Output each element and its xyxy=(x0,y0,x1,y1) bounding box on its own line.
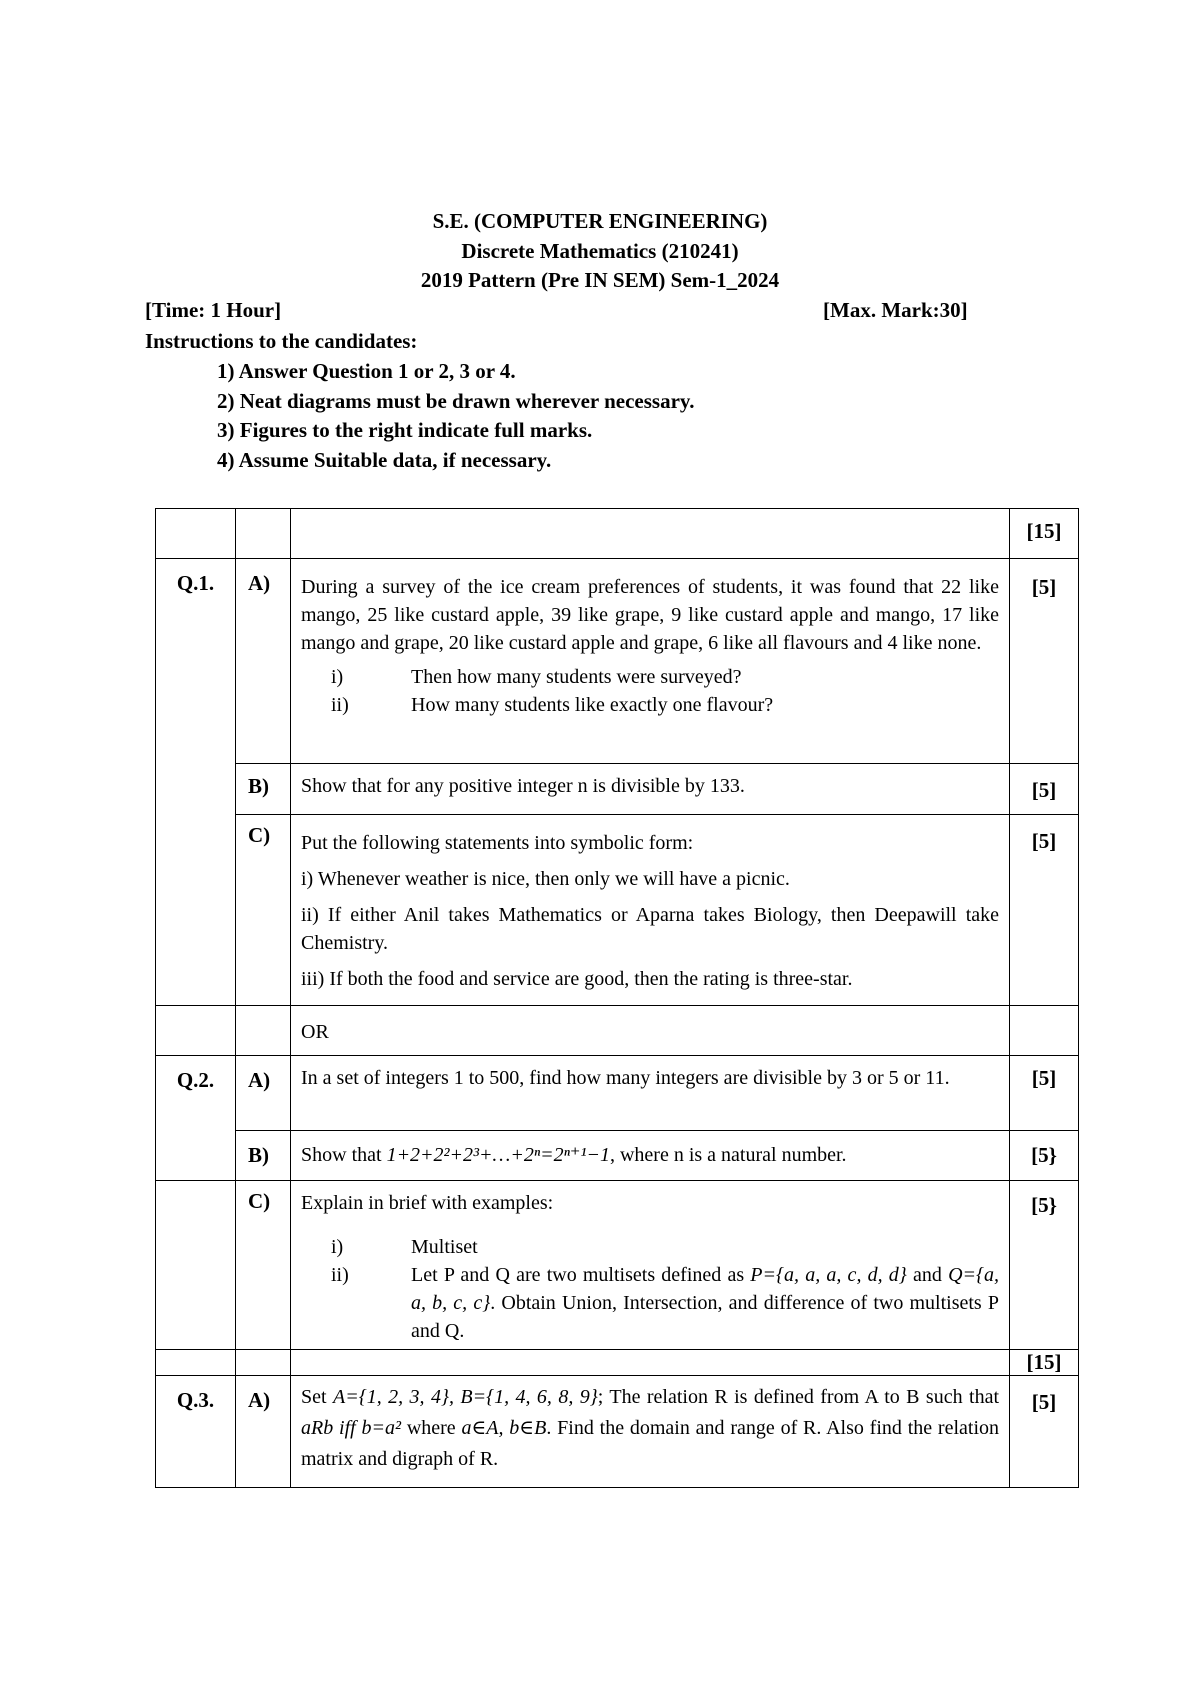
question-marks: [5] xyxy=(1010,815,1079,1006)
exam-max-marks: [Max. Mark:30] xyxy=(823,298,968,322)
math-expression: Q={a, a, b, c, c} xyxy=(411,1264,1000,1314)
table-row xyxy=(156,815,1079,1006)
math-expression: P={a, a, a, c, d, d} xyxy=(750,1264,907,1286)
or-separator: OR xyxy=(291,1006,1010,1056)
exam-time: [Time: 1 Hour] xyxy=(145,298,282,322)
question-number: Q.2. xyxy=(156,1056,236,1181)
sub-question xyxy=(301,1233,999,1261)
question-text xyxy=(291,1181,1010,1350)
text-fragment: . Obtain Union, Intersection, and difference of two multisets P and Q. xyxy=(411,1292,999,1342)
table-row xyxy=(156,1056,1079,1131)
part-label: C) xyxy=(236,815,291,1006)
sub-question-text: How many students like exactly one flavour? xyxy=(411,694,774,716)
question-text xyxy=(291,1131,1010,1181)
text-fragment: . Find the domain and range of R. Also find the relation matrix and digraph of R. xyxy=(301,1417,1000,1470)
table-row xyxy=(156,509,1079,559)
text-fragment: Show that xyxy=(301,1144,382,1166)
sub-question-number: i) xyxy=(331,1236,344,1258)
question-table xyxy=(155,508,1079,1488)
instruction-3: 3) Figures to the right indicate full marks. xyxy=(217,418,593,442)
exam-heading-subject: Discrete Mathematics (210241) xyxy=(461,239,739,263)
table-row xyxy=(156,1350,1079,1376)
question-paragraph: Explain in brief with examples: xyxy=(301,1192,554,1214)
question-number: Q.3. xyxy=(156,1376,236,1488)
question-marks: [5] xyxy=(1010,1376,1079,1488)
exam-heading-pattern: 2019 Pattern (Pre IN SEM) Sem-1_2024 xyxy=(420,268,780,292)
instruction-2: 2) Neat diagrams must be drawn wherever necessary. xyxy=(217,389,695,413)
question-text xyxy=(291,559,1010,764)
sub-question-text: Then how many students were surveyed? xyxy=(411,666,742,688)
part-label: A) xyxy=(236,1056,291,1131)
text-fragment: ; The relation R is defined from A to B such that xyxy=(597,1386,999,1408)
sub-question-text xyxy=(411,1261,999,1345)
question-text: Show that for any positive integer n is divisible by 133. xyxy=(291,764,1010,815)
question-marks: [5] xyxy=(1010,559,1079,764)
sub-question: i) Whenever weather is nice, then only we will have a picnic. xyxy=(301,868,790,890)
sub-question-number: i) xyxy=(331,666,344,688)
instructions-title: Instructions to the candidates: xyxy=(145,329,418,353)
section-marks: [15] xyxy=(1010,1350,1079,1376)
question-text xyxy=(291,1376,1010,1488)
part-label: B) xyxy=(236,764,291,815)
math-expression: A={1, 2, 3, 4}, B={1, 4, 6, 8, 9} xyxy=(332,1386,598,1408)
part-label: B) xyxy=(236,1131,291,1181)
table-row xyxy=(156,1376,1079,1488)
part-label: C) xyxy=(236,1181,291,1350)
sub-question: ii) If either Anil takes Mathematics or Aparna takes Biology, then Deepawill take Chemistry. xyxy=(301,904,999,954)
question-paragraph: Put the following statements into symbolic form: xyxy=(301,832,694,854)
text-fragment: Let P and Q are two multisets defined as xyxy=(411,1264,745,1286)
math-expression: a∈A, b∈B xyxy=(461,1417,547,1439)
sub-question-number: ii) xyxy=(331,1264,349,1286)
question-marks: [5] xyxy=(1010,764,1079,815)
part-label: A) xyxy=(236,559,291,764)
instruction-1: 1) Answer Question 1 or 2, 3 or 4. xyxy=(217,359,516,383)
exam-heading-course: S.E. (COMPUTER ENGINEERING) xyxy=(432,209,768,233)
sub-question-number: ii) xyxy=(331,694,349,716)
question-paragraph: During a survey of the ice cream preferences of students, it was found that 22 like mango, 25 like custard apple, 39 like grape, 9 like custard apple and mango, 17 like mango and grape, 20 like custard apple and grape, 6 like all flavours and 4 like none. xyxy=(301,576,999,654)
text-fragment: , where n is a natural number. xyxy=(609,1144,847,1166)
table-row xyxy=(156,559,1079,764)
sub-question xyxy=(301,1261,999,1345)
table-row xyxy=(156,1181,1079,1350)
question-text xyxy=(291,815,1010,1006)
sub-question: iii) If both the food and service are good, then the rating is three-star. xyxy=(301,968,853,990)
question-marks: [5} xyxy=(1010,1131,1079,1181)
math-expression: 1+2+2²+2³+…+2ⁿ=2ⁿ⁺¹−1 xyxy=(386,1144,610,1166)
text-fragment: and xyxy=(913,1264,942,1286)
math-expression: aRb iff b=a² xyxy=(301,1417,401,1439)
table-row xyxy=(156,764,1079,815)
table-row xyxy=(156,1131,1079,1181)
question-text: In a set of integers 1 to 500, find how many integers are divisible by 3 or 5 or 11. xyxy=(291,1056,1010,1131)
instruction-4: 4) Assume Suitable data, if necessary. xyxy=(217,448,552,472)
text-fragment: Set xyxy=(301,1386,327,1408)
part-label: A) xyxy=(236,1376,291,1488)
sub-question xyxy=(301,691,999,719)
text-fragment: where xyxy=(406,1417,456,1439)
question-marks: [5} xyxy=(1010,1181,1079,1350)
question-number: Q.1. xyxy=(156,559,236,1006)
section-marks: [15] xyxy=(1010,509,1079,559)
table-row xyxy=(156,1006,1079,1056)
sub-question xyxy=(301,663,999,691)
question-marks: [5] xyxy=(1010,1056,1079,1131)
sub-question-text: Multiset xyxy=(411,1236,478,1258)
